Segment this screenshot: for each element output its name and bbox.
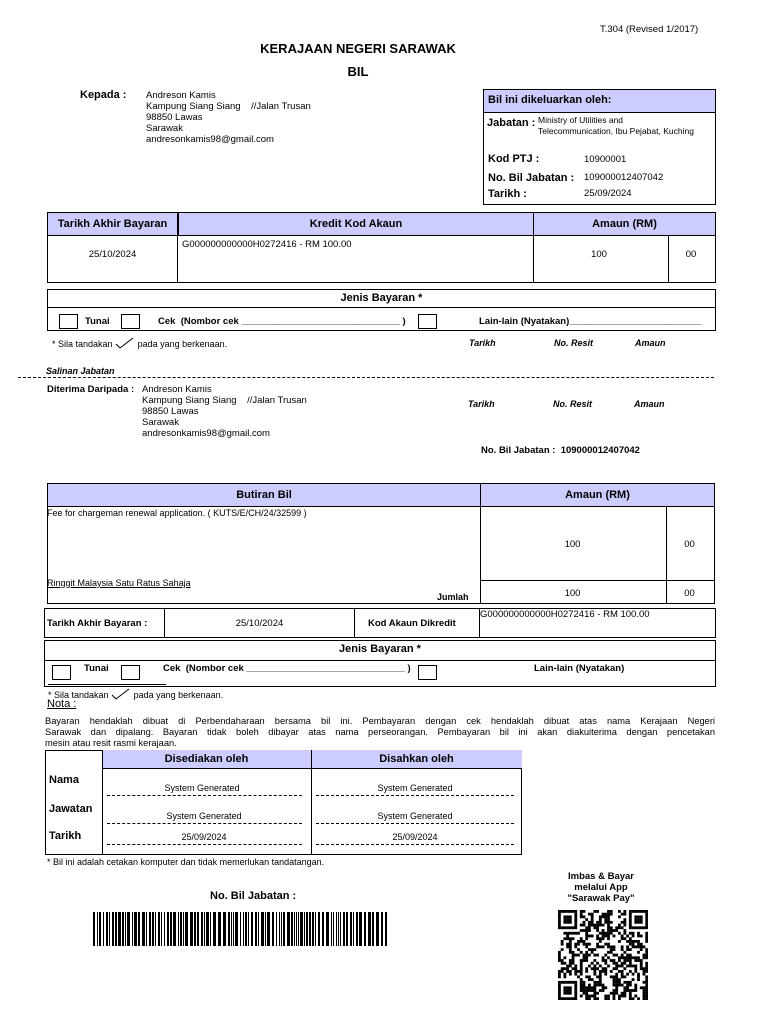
- lain-label-1: Lain-lain (Nyatakan)_________________________: [479, 316, 702, 327]
- no-bil-label: No. Bil Jabatan :: [488, 172, 575, 184]
- no-bil-value: 109000012407042: [584, 172, 664, 183]
- no-bil-line: No. Bil Jabatan : 109000012407042: [481, 445, 640, 456]
- recipient-label: Kepada :: [80, 89, 127, 101]
- jenis-bayaran-title-1: Jenis Bayaran *: [340, 292, 423, 304]
- checkbox-cek-1[interactable]: [121, 314, 140, 329]
- kod-ptj-value: 10900001: [584, 154, 627, 165]
- payment-amount-rm: 100: [591, 249, 607, 260]
- receiver-address2: 98850 Lawas: [142, 406, 199, 417]
- sila-tandakan-1: [52, 337, 227, 349]
- tunai-label-1: Tunai: [85, 316, 110, 327]
- tarikh-value: 25/09/2024: [584, 188, 632, 199]
- receipt-noresit-2: No. Resit: [553, 399, 593, 409]
- nota-label: Nota :: [47, 698, 77, 710]
- form-code: T.304 (Revised 1/2017): [600, 24, 699, 35]
- nota-line2: Sarawak dan dipalang. Bayaran tidak boleh dibayar atas nama perseorangan. Pembayaran bil ini akan diakuiterima dengan pencetakan: [45, 727, 715, 737]
- col-amaun: Amaun (RM): [533, 212, 716, 236]
- sila-tandakan-suffix-2: pada yang berkenaan.: [133, 690, 224, 700]
- receipt-noresit-1: No. Resit: [554, 338, 594, 348]
- receipt-tarikh-1: Tarikh: [469, 338, 496, 348]
- nota-line3: mesin atau resit rasmi kerajaan.: [45, 738, 177, 748]
- payment-date: 25/10/2024: [88, 249, 137, 260]
- approved-jawatan: System Generated: [377, 811, 453, 821]
- col-tarikh-akhir: Tarikh Akhir Bayaran: [47, 212, 178, 236]
- row-nama: Nama: [49, 774, 79, 786]
- receipt-tarikh-2: Tarikh: [468, 399, 495, 409]
- row-tarikh: Tarikh: [49, 830, 82, 842]
- jabatan-line2: Telecommunication, Ibu Pejabat, Kuching: [538, 126, 694, 136]
- approved-tarikh: 25/09/2024: [392, 832, 438, 842]
- scan-instructions: [548, 871, 654, 904]
- details-amount-rm: 100: [564, 539, 581, 550]
- checkbox-tunai-2[interactable]: [52, 665, 71, 680]
- payment-amount-sen: 00: [685, 249, 697, 260]
- due-date: 25/10/2024: [235, 618, 284, 629]
- jabatan-value: [538, 115, 694, 137]
- approved-nama-line: [316, 795, 514, 796]
- cek-label-2: Cek (Nombor cek ______________________________ ): [163, 663, 411, 674]
- receipt-amaun-2: Amaun: [634, 399, 665, 409]
- row-jawatan: Jawatan: [49, 803, 93, 815]
- amount-in-words: Ringgit Malaysia Satu Ratus Sahaja: [47, 578, 191, 588]
- checkbox-cek-2[interactable]: [121, 665, 140, 680]
- recipient-address1: Kampung Siang Siang //Jalan Trusan: [146, 101, 311, 112]
- recipient-name: Andreson Kamis: [146, 90, 216, 101]
- kod-akaun-label: Kod Akaun Dikredit: [368, 618, 456, 629]
- lain-label-2: Lain-lain (Nyatakan): [534, 663, 625, 674]
- jenis-bayaran-title-2: Jenis Bayaran *: [339, 643, 421, 655]
- salinan-jabatan: Salinan Jabatan: [46, 366, 115, 376]
- scan-line1: Imbas & Bayar: [567, 871, 634, 882]
- col-amaun-details: Amaun (RM): [480, 483, 715, 507]
- payment-account: G000000000000H0272416 - RM 100.00: [182, 239, 352, 250]
- barcode: [93, 912, 391, 946]
- nota-line1: Bayaran hendaklah dibuat di Perbendaharaan bersama bil ini. Pembayaran dengan cek hendaklah dibuat atas nama Kerajaan Negeri: [45, 716, 715, 726]
- sila-tandakan-suffix-1: pada yang berkenaan.: [137, 339, 228, 349]
- col-butiran-bil: Butiran Bil: [47, 483, 481, 507]
- recipient-email: andresonkamis98@gmail.com: [146, 134, 274, 145]
- jabatan-line1: Ministry of Utilities and: [538, 115, 624, 125]
- footnote: * Bil ini adalah cetakan komputer dan tidak memerlukan tandatangan.: [47, 857, 325, 867]
- jumlah-label: Jumlah: [437, 592, 469, 602]
- approved-jawatan-line: [316, 823, 514, 824]
- prepared-tarikh-line: [107, 844, 302, 845]
- kod-akaun-value: G000000000000H0272416 - RM 100.00: [480, 609, 650, 620]
- nota-text: [45, 716, 715, 749]
- receipt-amaun-1: Amaun: [635, 338, 666, 348]
- col-kredit-kod: Kredit Kod Akaun: [178, 212, 534, 236]
- receiver-name: Andreson Kamis: [142, 384, 212, 395]
- recipient-block: [146, 90, 311, 145]
- sila-tandakan-text-2: * Sila tandakan: [48, 690, 109, 700]
- kod-ptj-label: Kod PTJ :: [488, 153, 540, 165]
- footer-no-bil: No. Bil Jabatan :: [210, 890, 297, 902]
- prepared-jawatan: System Generated: [166, 811, 242, 821]
- col-disediakan: Disediakan oleh: [164, 753, 249, 765]
- recipient-address2: 98850 Lawas: [146, 112, 203, 123]
- recipient-state: Sarawak: [146, 123, 183, 134]
- jabatan-label: Jabatan :: [487, 117, 536, 129]
- prepared-nama: System Generated: [164, 783, 240, 793]
- receiver-block: [142, 384, 307, 439]
- total-sen: 00: [684, 588, 695, 599]
- tarikh-label: Tarikh :: [488, 188, 527, 200]
- tunai-label-2: Tunai: [84, 663, 109, 674]
- details-description: Fee for chargeman renewal application. ( KUTS/E/CH/24/32599 ): [47, 508, 307, 518]
- checkbox-tunai-1[interactable]: [59, 314, 78, 329]
- receiver-address1: Kampung Siang Siang //Jalan Trusan: [142, 395, 307, 406]
- col-disahkan: Disahkan oleh: [379, 753, 454, 765]
- prepared-nama-line: [107, 795, 302, 796]
- scan-line3: "Sarawak Pay": [567, 893, 635, 904]
- sila-tandakan-text-1: * Sila tandakan: [52, 339, 113, 349]
- details-desc-cell: [47, 506, 481, 604]
- receiver-state: Sarawak: [142, 417, 179, 428]
- issuer-header: Bil ini dikeluarkan oleh:: [484, 90, 715, 113]
- receiver-email: andresonkamis98@gmail.com: [142, 428, 270, 439]
- details-amount-sen: 00: [684, 539, 695, 550]
- total-rm: 100: [564, 588, 581, 599]
- page-subtitle: BIL: [347, 64, 369, 79]
- prepared-jawatan-line: [107, 823, 302, 824]
- due-label: Tarikh Akhir Bayaran :: [47, 618, 148, 629]
- approved-nama: System Generated: [377, 783, 453, 793]
- checkbox-lain-1[interactable]: [418, 314, 437, 329]
- qr-code[interactable]: [558, 910, 648, 1000]
- tick-icon: [111, 688, 131, 700]
- prepared-tarikh: 25/09/2024: [181, 832, 227, 842]
- tick-icon: [115, 337, 135, 349]
- page-title: KERAJAAN NEGERI SARAWAK: [260, 41, 456, 56]
- underline-2: [48, 684, 166, 685]
- receiver-label: Diterima Daripada :: [47, 384, 135, 395]
- cut-line: [18, 377, 714, 378]
- checkbox-lain-2[interactable]: [418, 665, 437, 680]
- approved-tarikh-line: [316, 844, 514, 845]
- scan-line2: melalui App: [574, 882, 628, 893]
- cek-label-1: Cek (Nombor cek ______________________________ ): [158, 316, 406, 327]
